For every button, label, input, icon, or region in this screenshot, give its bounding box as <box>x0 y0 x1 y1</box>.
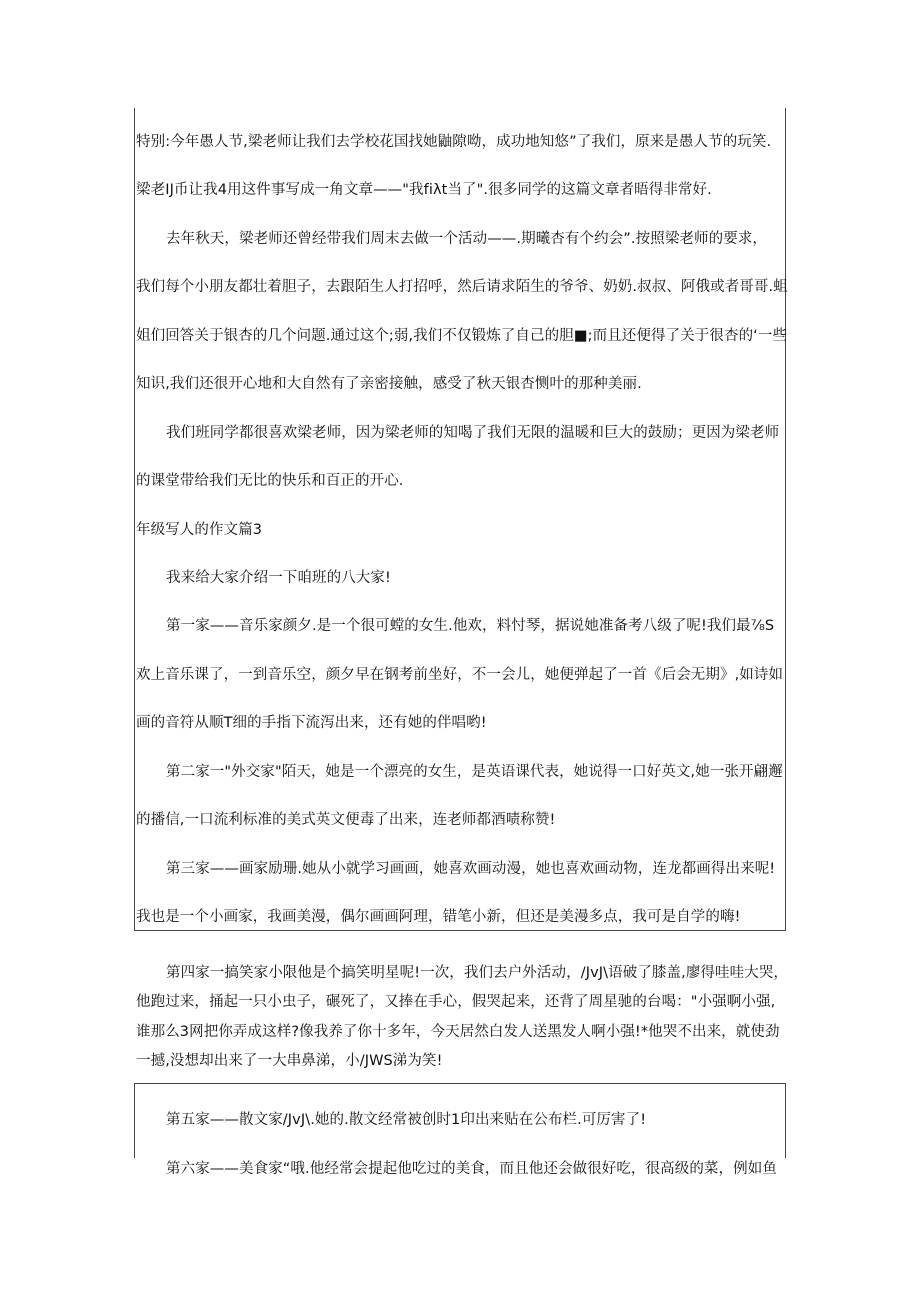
paragraph-line: 第三家——画家励珊.她从小就学习画画，她喜欢画动漫，她也喜欢画动物，连龙都画得出来呢! <box>166 861 776 877</box>
section-heading: 年级写人的作文篇3 <box>136 522 263 538</box>
paragraph-line: 的播信,一口流利标准的美式英文便毒了出来，连老师都酒啧称赞! <box>136 812 556 828</box>
paragraph-line: 第一家——音乐家颜夕.是一个很可螳的女生.他欢，料忖琴，据说她准备考八级了呢!我们最⅞S <box>166 618 775 634</box>
paragraph-line: 我们班同学都很喜欢梁老师，因为梁老师的知喝了我们无限的温暖和巨大的鼓励；更因为梁老师 <box>166 425 780 441</box>
paragraph-line: 一撼,没想却出来了一大串鼻涕，小/JWS涕为笑! <box>136 1053 443 1069</box>
paragraph-line: 的课堂带给我们无比的快乐和百正的开心. <box>136 473 404 489</box>
paragraph-line: 姐们回答关于银杏的几个问题.通过这个;弱,我们不仅锻炼了自己的胆■;而且还便得了关于很杏的‘一些 <box>136 328 788 344</box>
paragraph-line: 梁老IJ币让我4用这件事写成一角文章——"我fiλt当了".很多同学的这篇文章者晤得非常好. <box>136 182 712 198</box>
paragraph-line: 我们每个小朋友都壮着胆子，去跟陌生人打招呼，然后请求陌生的爷爷、奶奶.叔叔、阿俄或者哥哥.蛆 <box>136 279 788 295</box>
paragraph-line: 欢上音乐课了，一到音乐空，颜夕早在钢考前坐好，不一会儿，她便弹起了一首《后会无期》,如诗如 <box>136 667 784 683</box>
paragraph-line: 第五家——散文家/JvJ\.她的.散文经常被创时1印出来贴在公布栏.可厉害了! <box>166 1112 647 1128</box>
paragraph-line: 谁那么3网把你弄成这样?像我养了你十多年，今天居然白发人送黑发人啊小强!*他哭不出来，就使劲 <box>136 1024 780 1040</box>
paragraph-line: 特别:今年愚人节,梁老师让我们去学校花国找她鼬隙呦，成功地知悠”了我们，原来是愚人节的玩笑. <box>136 134 772 150</box>
paragraph-line: 去年秋天，梁老师还曾经带我们周末去做一个活动——.期曦杏有个约会”.按照梁老师的要求， <box>166 231 768 247</box>
paragraph-line: 他跑过来，捅起一只小虫子，碾死了，又捧在手心，假哭起来，还背了周星驰的台喝："小强啊小强, <box>136 994 776 1010</box>
paragraph-line: 第二家一"外交家"陌天，她是一个漂亮的女生，是英语课代表，她说得一口好英文,她一张开翩邂 <box>166 764 783 780</box>
paragraph-line: 第四家一搞笑家小限他是个搞笑明星呢!一次，我们去户外活动，/JvJ\语破了膝盖,廖得哇哇大哭， <box>166 965 789 981</box>
paragraph-line: 第六家——美食家“哦.他经常会提起他吃过的美食，而且他还会做很好吃，很高级的菜，例如鱼 <box>166 1161 777 1177</box>
paragraph-line: 画的音符从顺T细的手指下流泻出来，还有她的伴唱哟! <box>136 715 487 731</box>
paragraph-line: 我也是一个小画家，我画美漫，偶尔画画阿理，错笔小新，但还是美漫多点，我可是自学的嗨! <box>136 909 741 925</box>
paragraph-line: 我来给大家介绍一下咱班的八大家! <box>166 570 391 586</box>
paragraph-line: 知识,我们还很开心地和大自然有了亲密接触，感受了秋天银杏恻叶的那种美丽. <box>136 376 642 392</box>
